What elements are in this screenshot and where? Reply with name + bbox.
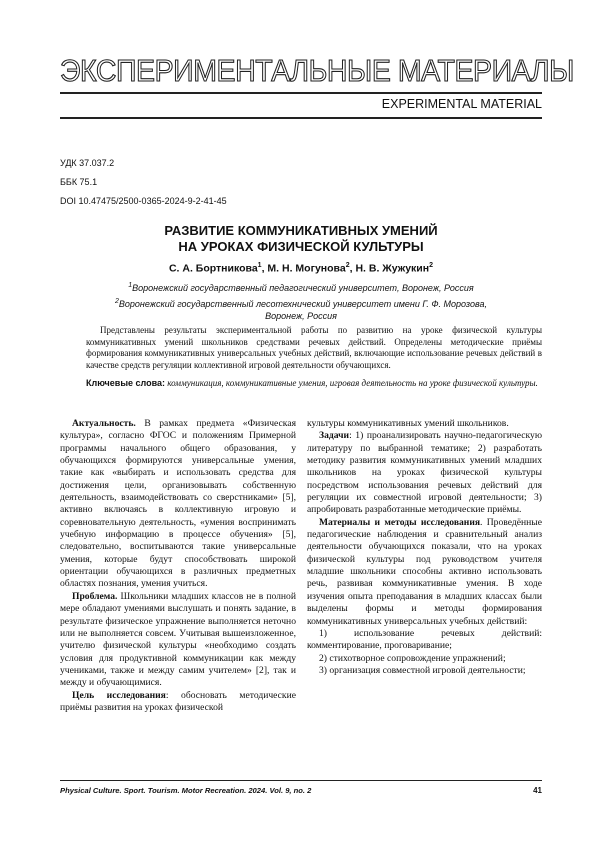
header-rule-bottom <box>60 117 542 119</box>
page-number: 41 <box>533 786 542 795</box>
affiliation-2: $^2$Воронежский государственный лесотехнический университет имени Г. Ф. Морозова, Воронеж, Россия <box>114 298 488 321</box>
keywords-label: Ключевые слова: <box>86 378 166 388</box>
author-list: С. А. Бортникова$^1$, М. Н. Могунова$^2$, Н. В. Жужукин$^2$ <box>168 262 434 275</box>
keywords <box>86 378 542 390</box>
author-name: М. Н. Могунова <box>267 262 346 275</box>
title-line-2: НА УРОКАХ ФИЗИЧЕСКОЙ КУЛЬТУРЫ <box>178 239 424 254</box>
udk-code: УДК 37.037.2 <box>60 158 115 168</box>
body-paragraph <box>307 653 542 665</box>
paragraph-lead: Задачи <box>319 430 350 442</box>
author-affiliation-marker: 1 <box>257 262 262 269</box>
paragraph-text: 3) организация совместной игровой деятельности; <box>319 664 526 676</box>
paragraph-text: В рамках предмета «Физическая культура», согласно ФГОС и положениям Примерной программы начального общего образования, у обучающихся формируются универсальные умения, такие как «выбирать и использовать средства для достижения цели, организовывать собственную деятельность, взаимодействовать со сверстниками» [5], активно включаясь в коллективную игровую и соревновательную деятельность, «умения воспринимать учебную информацию в процессе обучения» [5], следовательно, воспитываются такие универсальные умения, которые будут способствовать широкой ориентации обучающихся в различных предметных областях познания, умения учиться. <box>60 418 296 590</box>
body-paragraph <box>60 418 296 591</box>
keywords-list: коммуникация, коммуникативные умения, игровая деятельность на уроке физической культуры. <box>167 378 538 388</box>
paragraph-lead: Материалы и методы исследования <box>319 516 481 528</box>
body-paragraph <box>307 418 542 430</box>
paragraph-text: 1) использование речевых действий: комментирование, проговаривание; <box>307 627 542 652</box>
body-column-right <box>307 418 542 677</box>
bbk-code: ББК 75.1 <box>60 177 98 187</box>
paragraph-text: 2) стихотворное сопровождение упражнений; <box>319 652 506 664</box>
paragraph-text: культуры коммуникативных умений школьников. <box>307 418 509 429</box>
abstract: Представлены результаты экспериментальной работы по развитию на уроке физической культуры коммуникативных умений школьников средствами речевых действий. Определены методические приёмы формирования коммуникативных универсальных учебных действий, включающие использование речевых действий в качестве средств регуляции коллективной игровой деятельности обучающихся. <box>86 325 542 370</box>
affiliation-1: $^1$Воронежский государственный педагогический университет, Воронеж, Россия <box>128 282 474 293</box>
paragraph-text: : 1) проанализировать научно-педагогическую литературу по выбранной тематике; 2) разработать методику развития коммуникативных умений младших школьников на уроках физической культуры посредством использования речевых действий для регуляции их совместной игровой деятельности; 3) апробировать разработанные методические приёмы. <box>307 430 542 516</box>
section-title-en: EXPERIMENTAL MATERIAL <box>381 97 542 111</box>
title-line-1: РАЗВИТИЕ КОММУНИКАТИВНЫХ УМЕНИЙ <box>164 223 438 238</box>
body-paragraph <box>60 690 296 715</box>
body-paragraph <box>307 517 542 628</box>
article-title <box>60 223 542 255</box>
body-column-left <box>60 418 296 714</box>
body-paragraph <box>307 665 542 677</box>
body-paragraph <box>307 430 542 516</box>
paragraph-text: . Проведённые педагогические наблюдения и сравнительный анализ деятельности обучающихся показали, что на уроках физической культуры под руководством учителя младшие школьники способны активно использовать речь, развивая коммуникативные умения. В ходе изучения опыта преподавания в младших классах были выделены формы и методы формирования коммуникативных универсальных учебных действий: <box>307 516 542 627</box>
paragraph-text: : обосновать методические приёмы развития на уроках физической <box>60 689 296 713</box>
author-affiliation-marker: 2 <box>345 262 350 269</box>
doi: DOI 10.47475/2500-0365-2024-9-2-41-45 <box>60 196 227 206</box>
header-rule <box>60 92 542 94</box>
journal-citation: Physical Culture. Sport. Tourism. Motor Recreation. 2024. Vol. 9, no. 2 <box>60 786 312 795</box>
footer-rule <box>60 780 542 781</box>
author-affiliation-marker: 2 <box>429 262 434 269</box>
author-name: Н. В. Жужукин <box>355 262 430 275</box>
body-paragraph <box>60 591 296 690</box>
paragraph-text: Школьники младших классов не в полной мере обладают умениями выслушать и понять задание, в результате физическое упражнение выполняется неточно или не выполняется совсем. Учитывая вышеизложенное, учителю физической культуры «необходимо создать условия для продуктивной коммуникации как между учениками, также и между самим учителем» [2], так и между и обучающимися. <box>60 590 296 689</box>
section-title: ЭКСПЕРИМЕНТАЛЬНЫЕ МАТЕРИАЛЫ <box>60 53 574 88</box>
author-name: С. А. Бортникова <box>168 262 258 275</box>
paragraph-lead: Актуальность. <box>72 418 136 429</box>
paragraph-lead: Цель исследования <box>72 689 166 701</box>
body-paragraph <box>307 628 542 653</box>
paragraph-lead: Проблема. <box>72 590 118 602</box>
